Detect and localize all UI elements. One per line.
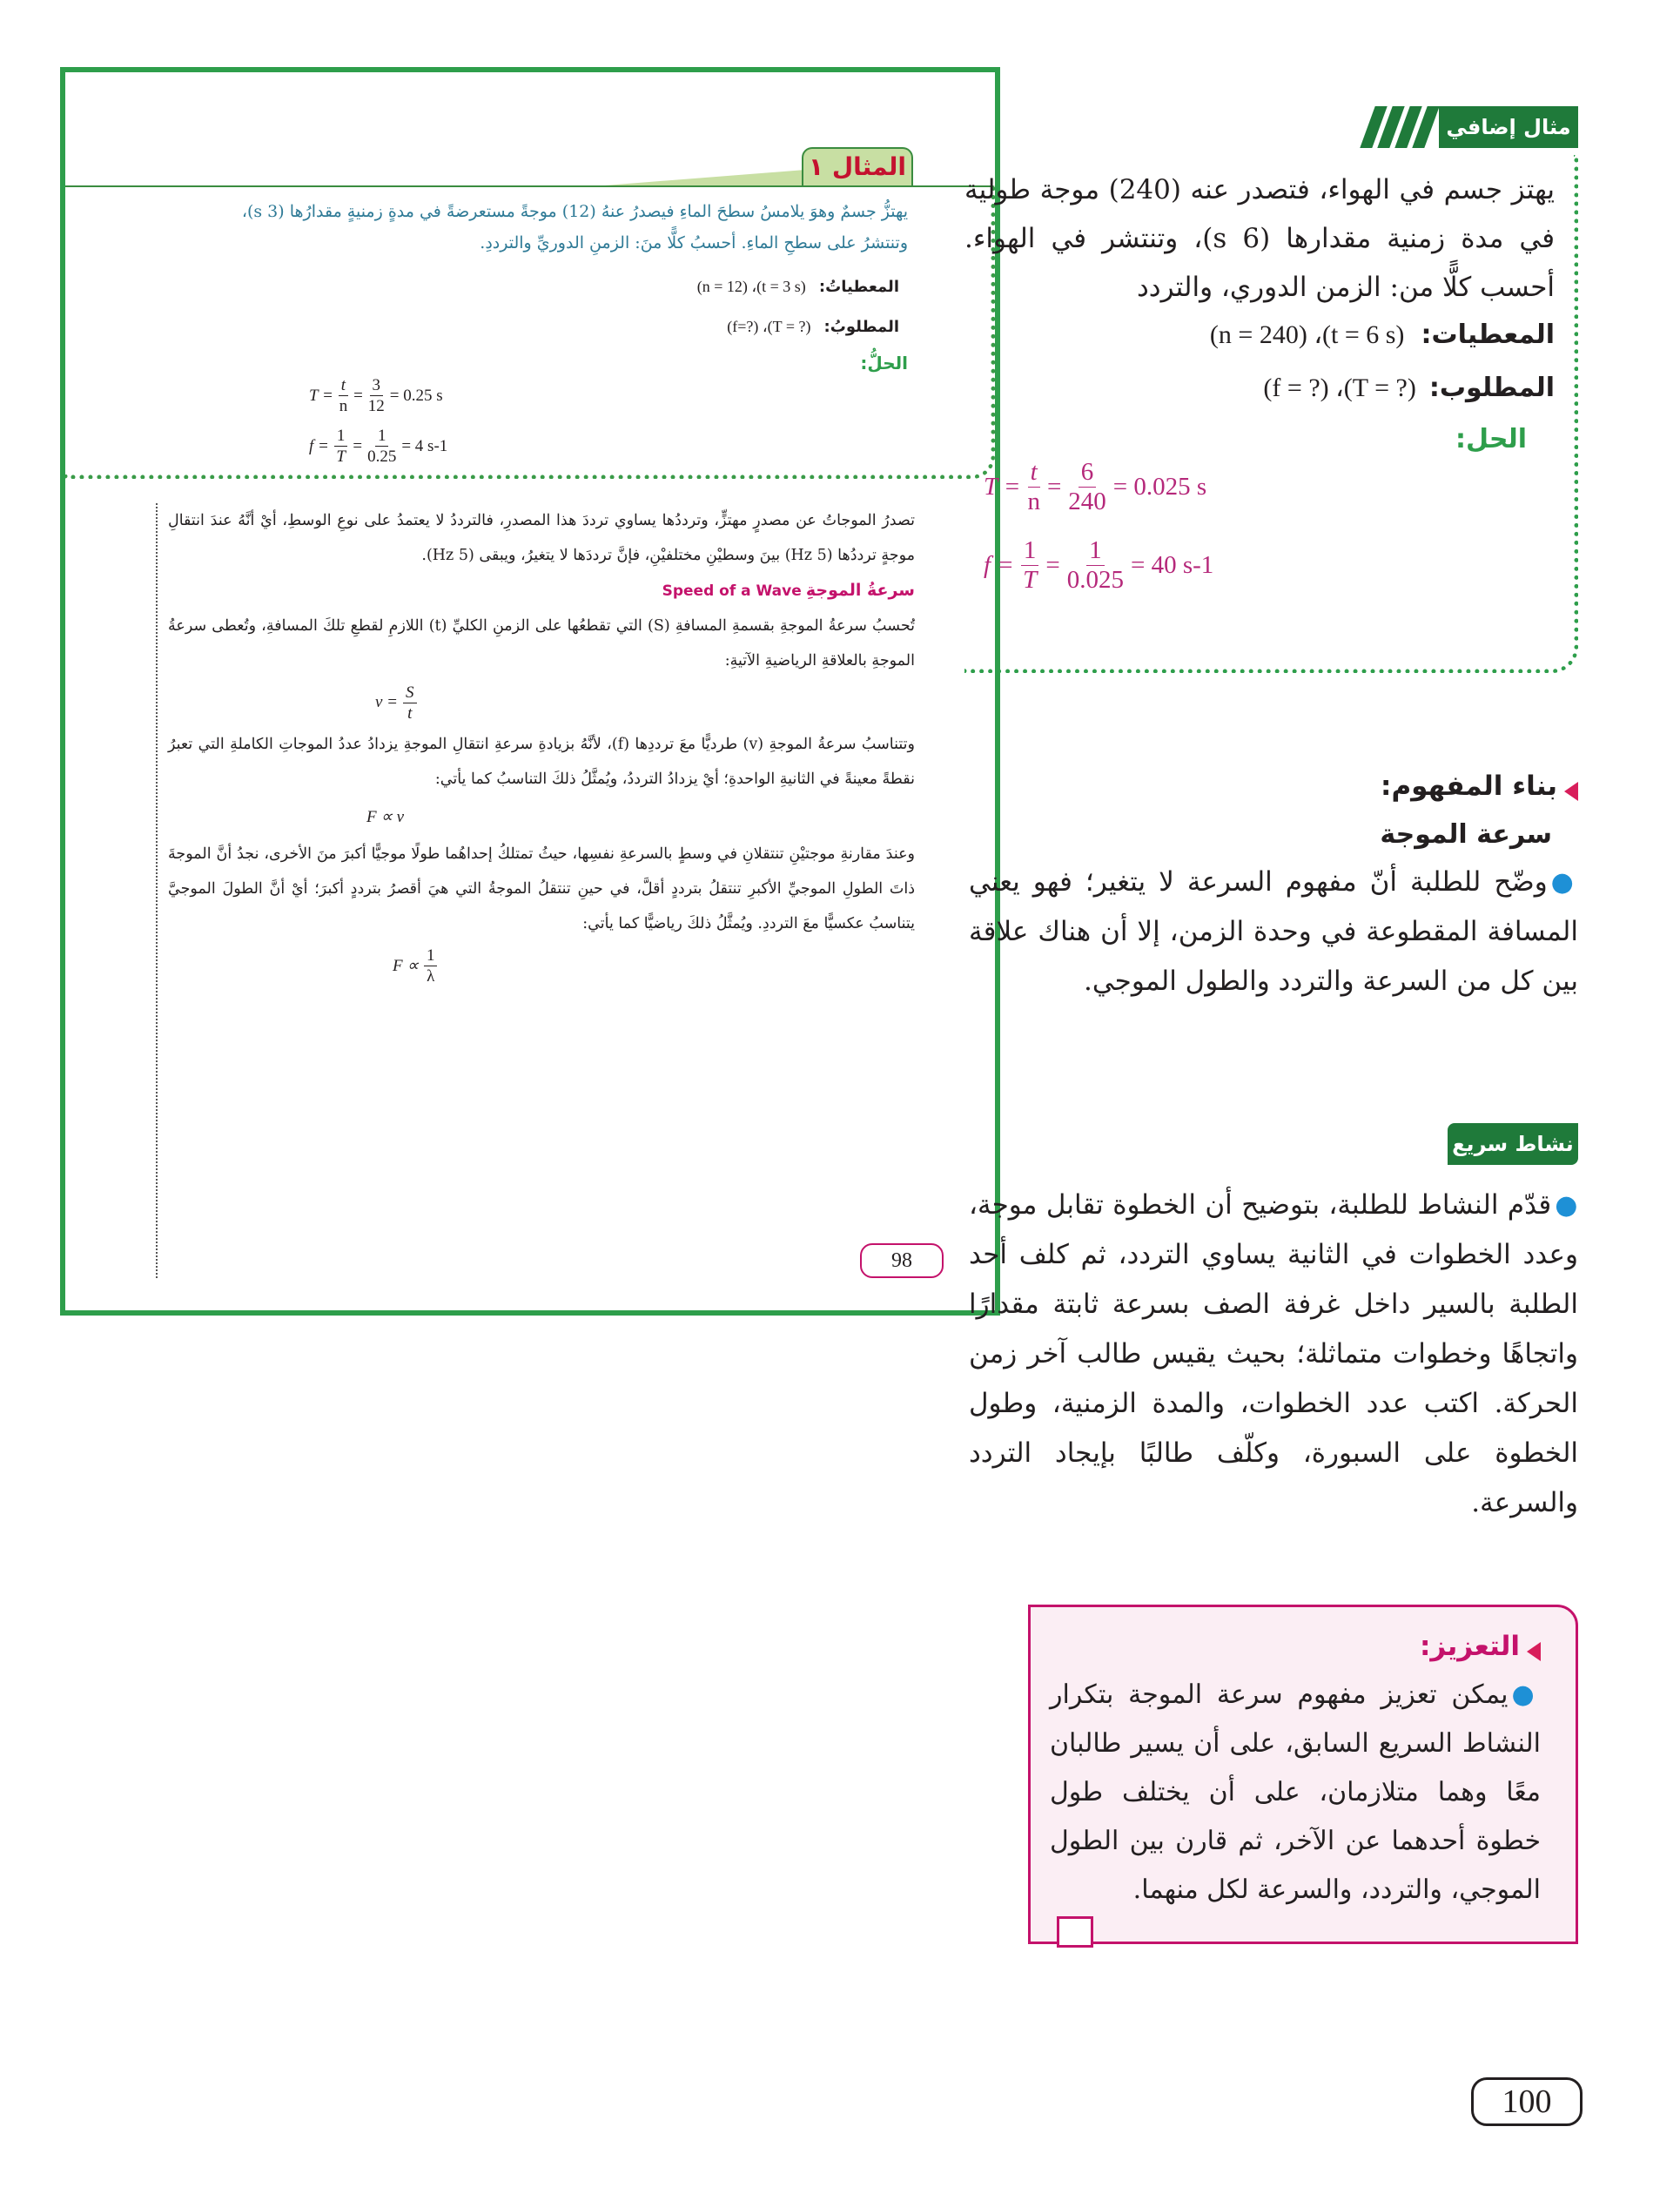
- eq-lhs: v =: [375, 693, 399, 711]
- speed-heading: [158, 573, 915, 609]
- book-body-text: [156, 503, 915, 1278]
- eq-result: = 4 s-1: [401, 436, 448, 455]
- eq-lhs: f =: [309, 436, 329, 455]
- speed-heading-en: Speed of a Wave: [662, 582, 802, 600]
- book-equation-proportion: F ∝ v: [366, 807, 405, 826]
- extra-example-tab: [1298, 106, 1578, 148]
- eq-denominator: T: [1023, 566, 1038, 594]
- eq-denominator: λ: [427, 966, 435, 986]
- book-required-label: المطلوبُ:: [823, 318, 899, 336]
- book-equation-period: T = $\frac{t}{n}$ = $\frac{3}{12}$ = 0.25 s: [309, 376, 443, 415]
- arrow-icon: [1527, 1642, 1541, 1661]
- book-givens: [697, 278, 899, 296]
- extra-required-value: (f = ?) ،(T = ?): [1263, 374, 1416, 402]
- extra-required-label: المطلوب:: [1428, 373, 1555, 403]
- quick-activity-body: قدّم النشاط للطلبة، بتوضيح أن الخطوة تقابل موجة، وعدد الخطوات في الثانية يساوي التردد، ثم كلف أحد الطلبة بالسير داخل غرفة الصف بسرعة ثابتة مقدارًا واتجاهًا وخطوات متماثلة؛ بحيث يقيس طالب آخر زمن الحركة. اكتب عدد الخطوات، والمدة الزمنية، وطول الخطوة على السبورة، وكلّف طالبًا بإيجاد التردد والسرعة.: [969, 1189, 1578, 1518]
- book-required: [727, 318, 899, 336]
- example-tab-tail: [605, 170, 805, 185]
- book-paragraph-proportion: وتتناسبُ سرعةُ الموجةِ (v) طرديًّا معَ ترددِها (f)، لأنَّهُ بزيادةِ سرعةِ انتقالِ الموجةِ يزدادُ عددُ الموجاتِ الكاملةِ التي تعبرُ نقطةً معينةً في الثانيةِ الواحدةِ؛ أيْ يزدادُ الترددُ، ويُمثَّلُ ذلكَ التناسبُ كما يأتي:: [168, 736, 915, 788]
- book-paragraph-frequency: تصدرُ الموجاتُ عن مصدرٍ مهتزٍّ، وترددُها يساوي ترددَ هذا المصدرِ، فالترددُ لا يعتمدُ على نوعِ الوسطِ، أيْ أنَّهُ عندَ انتقالِ موجةٍ ترددُها (5 Hz) بينَ وسطيْنِ مختلفيْنِ، فإنَّ ترددَها لا يتغيرُ، ويبقى (5 Hz).: [168, 512, 915, 564]
- book-equation-inverse: [158, 941, 915, 990]
- example-tab-label: المثال ١: [809, 152, 906, 181]
- extra-example-label: مثال إضافي: [1439, 106, 1578, 148]
- eq-numerator: 1: [334, 427, 348, 447]
- page-number: 100: [1471, 2077, 1583, 2126]
- eq-denominator: T: [336, 448, 346, 466]
- bullet-icon: ●: [1511, 1679, 1541, 1710]
- eq-lhs: F ∝: [393, 956, 419, 975]
- arrow-icon: [1564, 782, 1578, 801]
- book-required-value: (f=?) ،(T = ?): [727, 318, 811, 335]
- extra-equation-frequency: f = $\frac{1}{T}$ = $\frac{1}{0.025}$ = 40 s-1: [984, 536, 1214, 594]
- extra-equation-period: T = $\frac{t}{n}$ = $\frac{6}{240}$ = 0.025 s: [984, 458, 1207, 515]
- reinforcement-corner-ornament: [1057, 1916, 1093, 1948]
- reinforcement-box: [1028, 1605, 1578, 1944]
- eq-numerator: 1: [375, 427, 389, 447]
- quick-activity-label: نشاط سريع: [1448, 1123, 1578, 1165]
- book-givens-value: (n = 12) ،(t = 3 s): [696, 278, 806, 295]
- bullet-icon: ●: [1550, 867, 1579, 898]
- eq-denominator: n: [339, 397, 348, 415]
- extra-givens-label: المعطيات:: [1421, 320, 1555, 350]
- speed-heading-ar: سرعةُ الموجةِ: [805, 581, 915, 600]
- eq-lhs: f =: [984, 551, 1014, 579]
- concept-section: [969, 764, 1578, 1006]
- extra-example-text: يهتز جسم في الهواء، فتصدر عنه (240) موجة طولية في مدة زمنية مقدارها (6 s)، وتنتشر في الهواء. أحسب كلًّا من: الزمن الدوري، والتردد: [964, 174, 1556, 303]
- example-question: [124, 196, 908, 259]
- eq-numerator: 6: [1079, 460, 1097, 488]
- extra-givens-value: (n = 240) ،(t = 6 s): [1209, 320, 1405, 349]
- extra-example-box: [964, 155, 1578, 673]
- eq-denominator: t: [407, 703, 413, 723]
- eq-numerator: t: [1028, 460, 1040, 488]
- eq-denominator: 0.025: [1066, 566, 1124, 594]
- book-solution-label: الحلُّ:: [860, 353, 908, 374]
- eq-result: = 0.025 s: [1112, 473, 1207, 501]
- extra-givens: [964, 312, 1555, 362]
- eq-denominator: n: [1027, 488, 1040, 515]
- book-paragraph-speed: تُحسبُ سرعةُ الموجةِ بقسمةِ المسافةِ (S) التي تقطعُها على الزمنِ الكليِّ (t) اللازمِ لقطعِ تلكَ المسافةِ، وتُعطى سرعةُ الموجةِ بالعلاقةِ الرياضيةِ الآتيةِ:: [168, 617, 915, 670]
- book-equation-frequency: f = $\frac{1}{T}$ = $\frac{1}{0.25}$ = 4 s-1: [309, 427, 448, 466]
- eq-denominator: 0.25: [367, 448, 397, 466]
- eq-lhs: T =: [984, 473, 1021, 501]
- concept-title: بناء المفهوم:: [1381, 771, 1557, 802]
- extra-required: [964, 362, 1555, 418]
- example-question-line1: يهتزُّ جسمٌ وهوَ يلامسُ سطحَ الماءِ فيصدرُ عنهُ (12) موجةً مستعرضةً في مدةٍ زمنيةٍ مقدارُها (3 s)،: [241, 202, 908, 221]
- reinforcement-title: التعزيز:: [1419, 1631, 1520, 1662]
- book-givens-label: المعطياتُ:: [818, 278, 899, 296]
- eq-numerator: 3: [370, 377, 384, 396]
- book-page-number: 98: [860, 1243, 944, 1278]
- eq-denominator: 12: [367, 397, 385, 415]
- eq-numerator: 1: [1086, 538, 1105, 566]
- eq-lhs: T =: [309, 386, 333, 405]
- quick-activity-section: [969, 1181, 1578, 1528]
- bullet-icon: ●: [1555, 1190, 1578, 1221]
- example-question-line2: وتنتشرُ على سطحِ الماءِ. أحسبُ كلًّا منَ: الزمنِ الدوريِّ والترددِ.: [480, 233, 908, 252]
- eq-numerator: S: [403, 684, 417, 703]
- book-page-scan: [60, 67, 1000, 1316]
- eq-numerator: 1: [1021, 538, 1039, 566]
- example-tab: [802, 147, 913, 187]
- reinforcement-body: يمكن تعزيز مفهوم سرعة الموجة بتكرار النشاط السريع السابق، على أن يسير طالبان معًا وهما متلازمان، على أن يختلف طول خطوة أحدهما عن الآخر، ثم قارن بين الطول الموجي، والتردد، والسرعة لكل منهما.: [1050, 1679, 1541, 1905]
- book-equation-speed: [158, 678, 915, 727]
- book-paragraph-wavelength: وعندَ مقارنةِ موجتيْنِ تنتقلانِ في وسطٍ بالسرعةِ نفسِها، حيثُ تمتلكُ إحداهُما طولًا موجيًّا أكبرَ منَ الأخرى، نجدُ أنَّ الموجةَ ذاتَ الطولِ الموجيِّ الأكبرِ تنتقلُ بترددٍ أقلَّ، في حينِ تنتقلُ الموجةُ التي هيَ أقصرُ بترددٍ أكبرَ؛ أيْ أنَّ الطولَ الموجيَّ يتناسبُ عكسيًّا معَ الترددِ. ويُمثَّلُ ذلكَ رياضيًّا كما يأتي:: [168, 845, 915, 932]
- eq-result: = 40 s-1: [1131, 551, 1214, 579]
- eq-numerator: t: [339, 377, 348, 396]
- eq-numerator: 1: [424, 947, 438, 966]
- eq-result: = 0.25 s: [389, 386, 443, 405]
- concept-subtitle: سرعة الموجة: [1380, 819, 1552, 850]
- eq-denominator: 240: [1068, 488, 1106, 515]
- concept-body: وضّح للطلبة أنّ مفهوم السرعة لا يتغير؛ فهو يعني المسافة المقطوعة في وحدة الزمن، إلا أن هناك علاقة بين كل من السرعة والتردد والطول الموجي.: [969, 866, 1578, 997]
- extra-solution-label: الحل:: [1455, 424, 1527, 454]
